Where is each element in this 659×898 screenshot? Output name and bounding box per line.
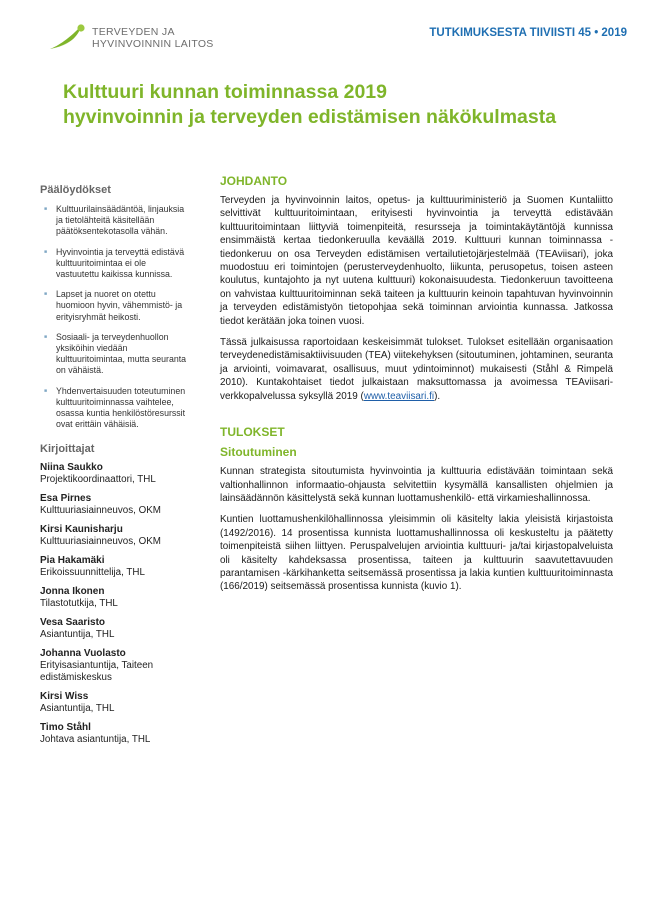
results-paragraph-2: Kuntien luottamushenkilöhallinnossa yleisimmin oli käsitelty lakia yleisistä kirjastoista (1492/2016). 14 prosentissa kunnista luottamushallinnossa oli keskusteltu ja päätetty toimenpiteistä siihen liittyen. Peruspalvelujen arviointia kulttuuri- ja/tai kirjastopalveluista oli käsitelty kahdeksassa prosentissa, taiteen ja kulttuurin saavutettavuuden parantamisen -kärkihanketta seitsemässä prosentissa ja lakia kuntien kulttuuritoiminnasta (166/2019) seitsemässä prosentissa kunnista (kuvio 1).: [220, 514, 613, 593]
author-entry: [40, 648, 190, 684]
author-role: Tilastotutkija, THL: [40, 598, 118, 610]
finding-item: ■ Lapset ja nuoret on otettu huomioon hyvin, vähemmistö- ja erityisryhmät heikosti.: [44, 289, 190, 323]
author-name: Vesa Saaristo: [40, 617, 106, 629]
findings-list: [40, 204, 190, 430]
logo-line-2: HYVINVOINNIN LAITOS: [92, 38, 214, 50]
author-entry: [40, 586, 190, 610]
commitment-heading: Sitoutuminen: [220, 445, 297, 460]
author-entry: [40, 555, 190, 579]
author-role: Erikoissuunnittelija, THL: [40, 567, 145, 579]
author-name: Pia Hakamäki: [40, 555, 105, 567]
main-content: [220, 174, 613, 602]
title-line-1: Kulttuuri kunnan toiminnassa 2019: [63, 81, 387, 103]
series-label: TUTKIMUKSESTA TIIVIISTI 45 • 2019: [429, 27, 627, 39]
author-role: Kulttuuriasiainneuvos, OKM: [40, 505, 161, 517]
author-entry: [40, 524, 190, 548]
author-name: Johanna Vuolasto: [40, 648, 126, 660]
title-line-2: hyvinvoinnin ja terveyden edistämisen näkökulmasta: [63, 106, 557, 128]
author-role: Asiantuntija, THL: [40, 629, 115, 641]
leaf-icon: [48, 22, 88, 52]
author-role: Projektikoordinaattori, THL: [40, 474, 156, 486]
finding-item: ■ Sosiaali- ja terveydenhuollon yksiköihin viedään kulttuuritoimintaa, mutta seuranta on vähäistä.: [44, 332, 190, 377]
author-role: Johtava asiantuntija, THL: [40, 734, 151, 746]
intro-heading: JOHDANTO: [220, 174, 288, 188]
author-name: Kirsi Kaunisharju: [40, 524, 123, 536]
page-title: [63, 80, 643, 130]
thl-logo: [48, 22, 248, 54]
results-paragraph-1: Kunnan strategista sitoutumista hyvinvointia ja kulttuuria edistävään toimintaan sekä valtionhallinnon informaatio-ohjausta selvitettiin kysymällä kansallisten ohjelmien ja lainsäädännön käsittelystä sekä kunnan luottamushenkilö- että virkamieshallinnossa.: [220, 466, 613, 504]
intro-paragraph-2-text: Tässä julkaisussa raportoidaan keskeisimmät tulokset. Tulokset esitellään organisaation terveydenedistämisaktiivisuuden (TEA) viitekehyksen (sitoutuminen, johtaminen, seuranta ja arviointi, voimavarat, osallisuus, muut ydintoiminnot) mukaisesti (Ståhl & Rimpelä 2010). Kuntakohtaiset tiedot julkaistaan maksuttomassa ja avoimessa TEAviisari-verkkopalvelussa syksyllä 2019 (: [220, 337, 613, 402]
teaviisari-link[interactable]: www.teaviisari.fi: [363, 390, 435, 402]
finding-item: ■ Yhdenvertaisuuden toteutuminen kulttuuritoiminnassa vaihtelee, osassa kuntia henkilöstöresurssit ovat erittäin vähäisiä.: [44, 386, 190, 431]
findings-heading: Päälöydökset: [40, 184, 111, 196]
author-role: Kulttuuriasiainneuvos, OKM: [40, 536, 161, 548]
author-name: Esa Pirnes: [40, 493, 92, 505]
finding-item: ■ Kulttuurilainsäädäntöä, linjauksia ja tietolähteitä käsitellään päätöksentekotasolla vähän.: [44, 204, 190, 238]
intro-paragraph-1: Terveyden ja hyvinvoinnin laitos, opetus- ja kulttuuriministeriö ja Suomen Kuntaliitto selvittivät kulttuuritoimintaan, erityisesti hyvinvointia ja terveyttä edistävään kulttuuritoimintaan liittyviä toimenpiteitä, resursseja ja toimintakäytäntöjä kunnissa ensimmäistä kertaa tiedonkeruulla keväällä 2019. Kulttuuri kunnan toiminnassa -tiedonkeruu on osa Terveyden edistämisen vertailutietojärjestelmää (TEAviisari), joka muodostuu eri toimintojen (perusterveydenhuolto, liikunta, perusopetus, toisen asteen koulutus, kuntajohto ja nyt uutena kulttuuri) kokonaisuudesta. Tiedonkeruun tavoitteena on vahvistaa kulttuuritoiminnan sekä taiteen ja kulttuurin keinoin tapahtuvan hyvinvoinnin ja terveyden edistämistyön tietopohjaa sekä toiminnan arviointia kunnassa. Jatkossa tiedot kerätään joka toinen vuosi.: [220, 195, 613, 327]
intro-paragraph-2-end: ).: [434, 390, 441, 402]
intro-paragraph-2: [220, 336, 613, 403]
author-name: Niina Saukko: [40, 462, 103, 474]
author-role: Erityisasiantuntija, Taiteen edistämiskeskus: [40, 660, 154, 684]
author-entry: [40, 493, 190, 517]
authors-list: [40, 462, 190, 746]
author-role: Asiantuntija, THL: [40, 703, 115, 715]
author-name: Timo Ståhl: [40, 722, 91, 734]
sidebar: [40, 184, 190, 753]
author-entry: [40, 617, 190, 641]
finding-item: ■ Hyvinvointia ja terveyttä edistävä kulttuuritoimintaa ei ole vastuutettu kaikissa kunnissa.: [44, 247, 190, 281]
logo-line-1: TERVEYDEN JA: [92, 26, 175, 38]
author-entry: [40, 722, 190, 746]
author-name: Kirsi Wiss: [40, 691, 89, 703]
author-entry: [40, 691, 190, 715]
authors-heading: Kirjoittajat: [40, 443, 95, 456]
author-name: Jonna Ikonen: [40, 586, 105, 598]
author-entry: [40, 462, 190, 486]
results-heading: TULOKSET: [220, 425, 285, 440]
